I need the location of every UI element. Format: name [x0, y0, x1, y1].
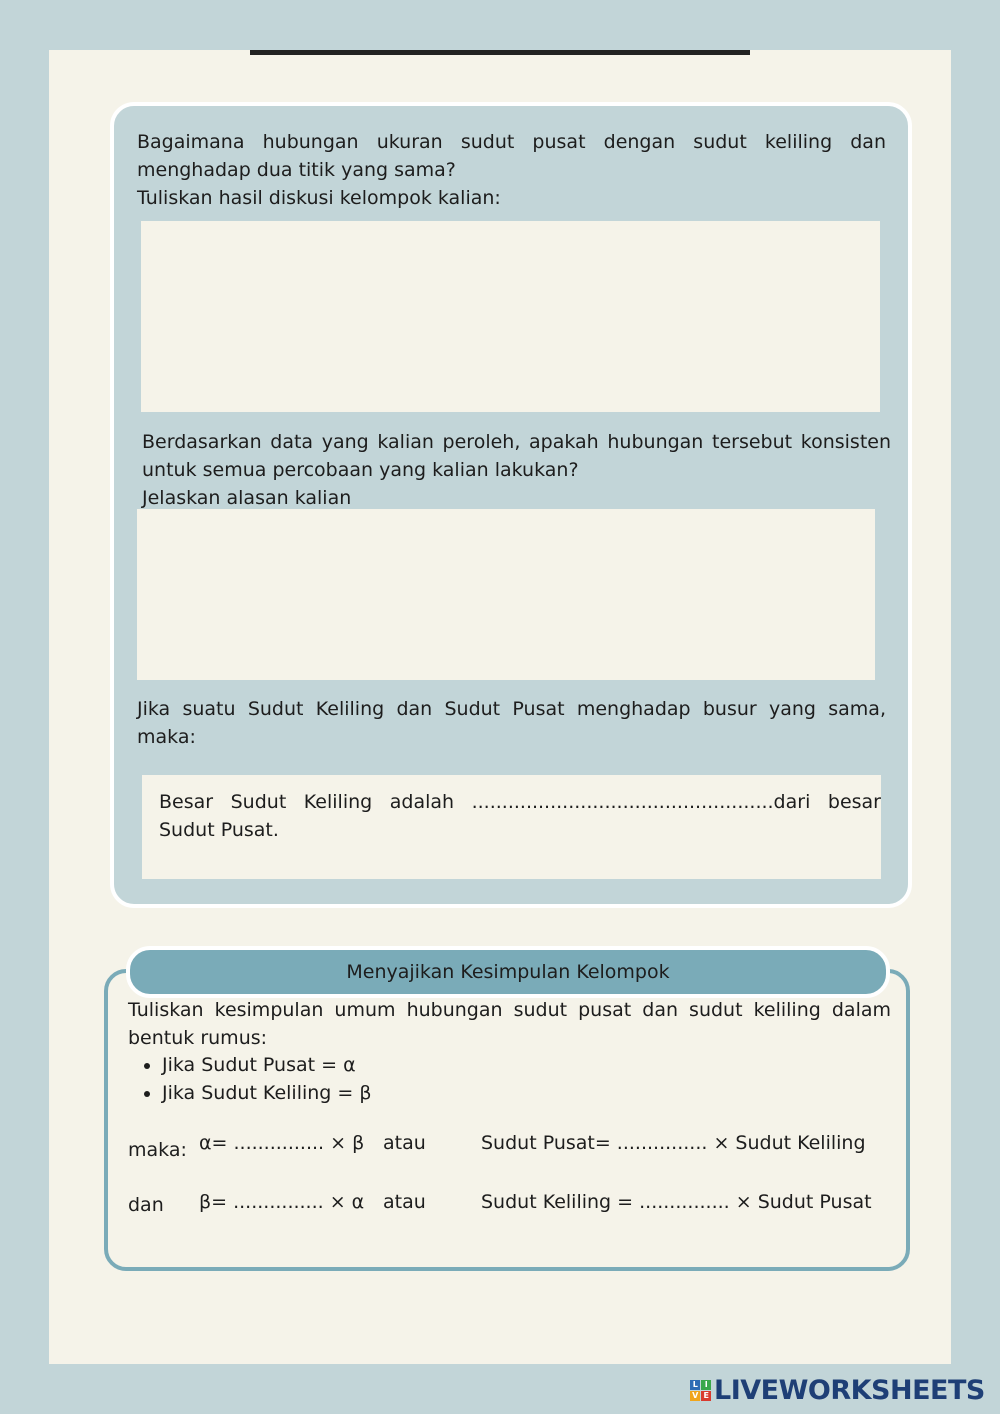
top-divider — [250, 50, 750, 55]
row1-lead: maka: — [128, 1139, 187, 1161]
row1-formula[interactable]: α= ............... × β — [199, 1132, 365, 1154]
fill-in-sentence[interactable]: Besar Sudut Keliling adalah ..................................................dari besar Sudut Pusat. — [159, 791, 881, 841]
row1-or: atau — [383, 1132, 426, 1154]
row1-formula-words[interactable]: Sudut Pusat= ............... × Sudut Keliling — [481, 1132, 866, 1154]
answer-box-2[interactable] — [137, 509, 875, 680]
brand-name: LIVEWORKSHEETS — [714, 1374, 985, 1406]
conclusion-intro: Tuliskan kesimpulan umum hubungan sudut pusat dan sudut keliling dalam bentuk rumus: — [128, 999, 891, 1049]
row2-formula-words[interactable]: Sudut Keliling = ............... × Sudut Pusat — [481, 1191, 872, 1213]
row2-formula[interactable]: β= ............... × α — [199, 1191, 365, 1213]
list-item: • Jika Sudut Pusat = α — [162, 1051, 371, 1079]
question-1-text: Bagaimana hubungan ukuran sudut pusat dengan sudut keliling dan menghadap dua titik yang sama? — [137, 131, 886, 181]
row2-or: atau — [383, 1191, 426, 1213]
question-2-text: Berdasarkan data yang kalian peroleh, apakah hubungan tersebut konsisten untuk semua percobaan yang kalian lakukan? — [142, 431, 891, 481]
variable-list — [128, 1051, 371, 1107]
list-item: • Jika Sudut Keliling = β — [162, 1079, 371, 1107]
liveworksheets-logo — [690, 1375, 985, 1405]
question-1-instruction: Tuliskan hasil diskusi kelompok kalian: — [137, 187, 501, 209]
answer-box-1[interactable] — [141, 221, 880, 412]
row2-lead: dan — [128, 1194, 164, 1216]
logo-blocks-icon: L I V E — [690, 1380, 711, 1401]
question-2-instruction: Jelaskan alasan kalian — [142, 487, 352, 509]
statement-text: Jika suatu Sudut Keliling dan Sudut Pusat menghadap busur yang sama, maka: — [137, 698, 886, 748]
conclusion-header: Menyajikan Kesimpulan Kelompok — [126, 946, 890, 998]
